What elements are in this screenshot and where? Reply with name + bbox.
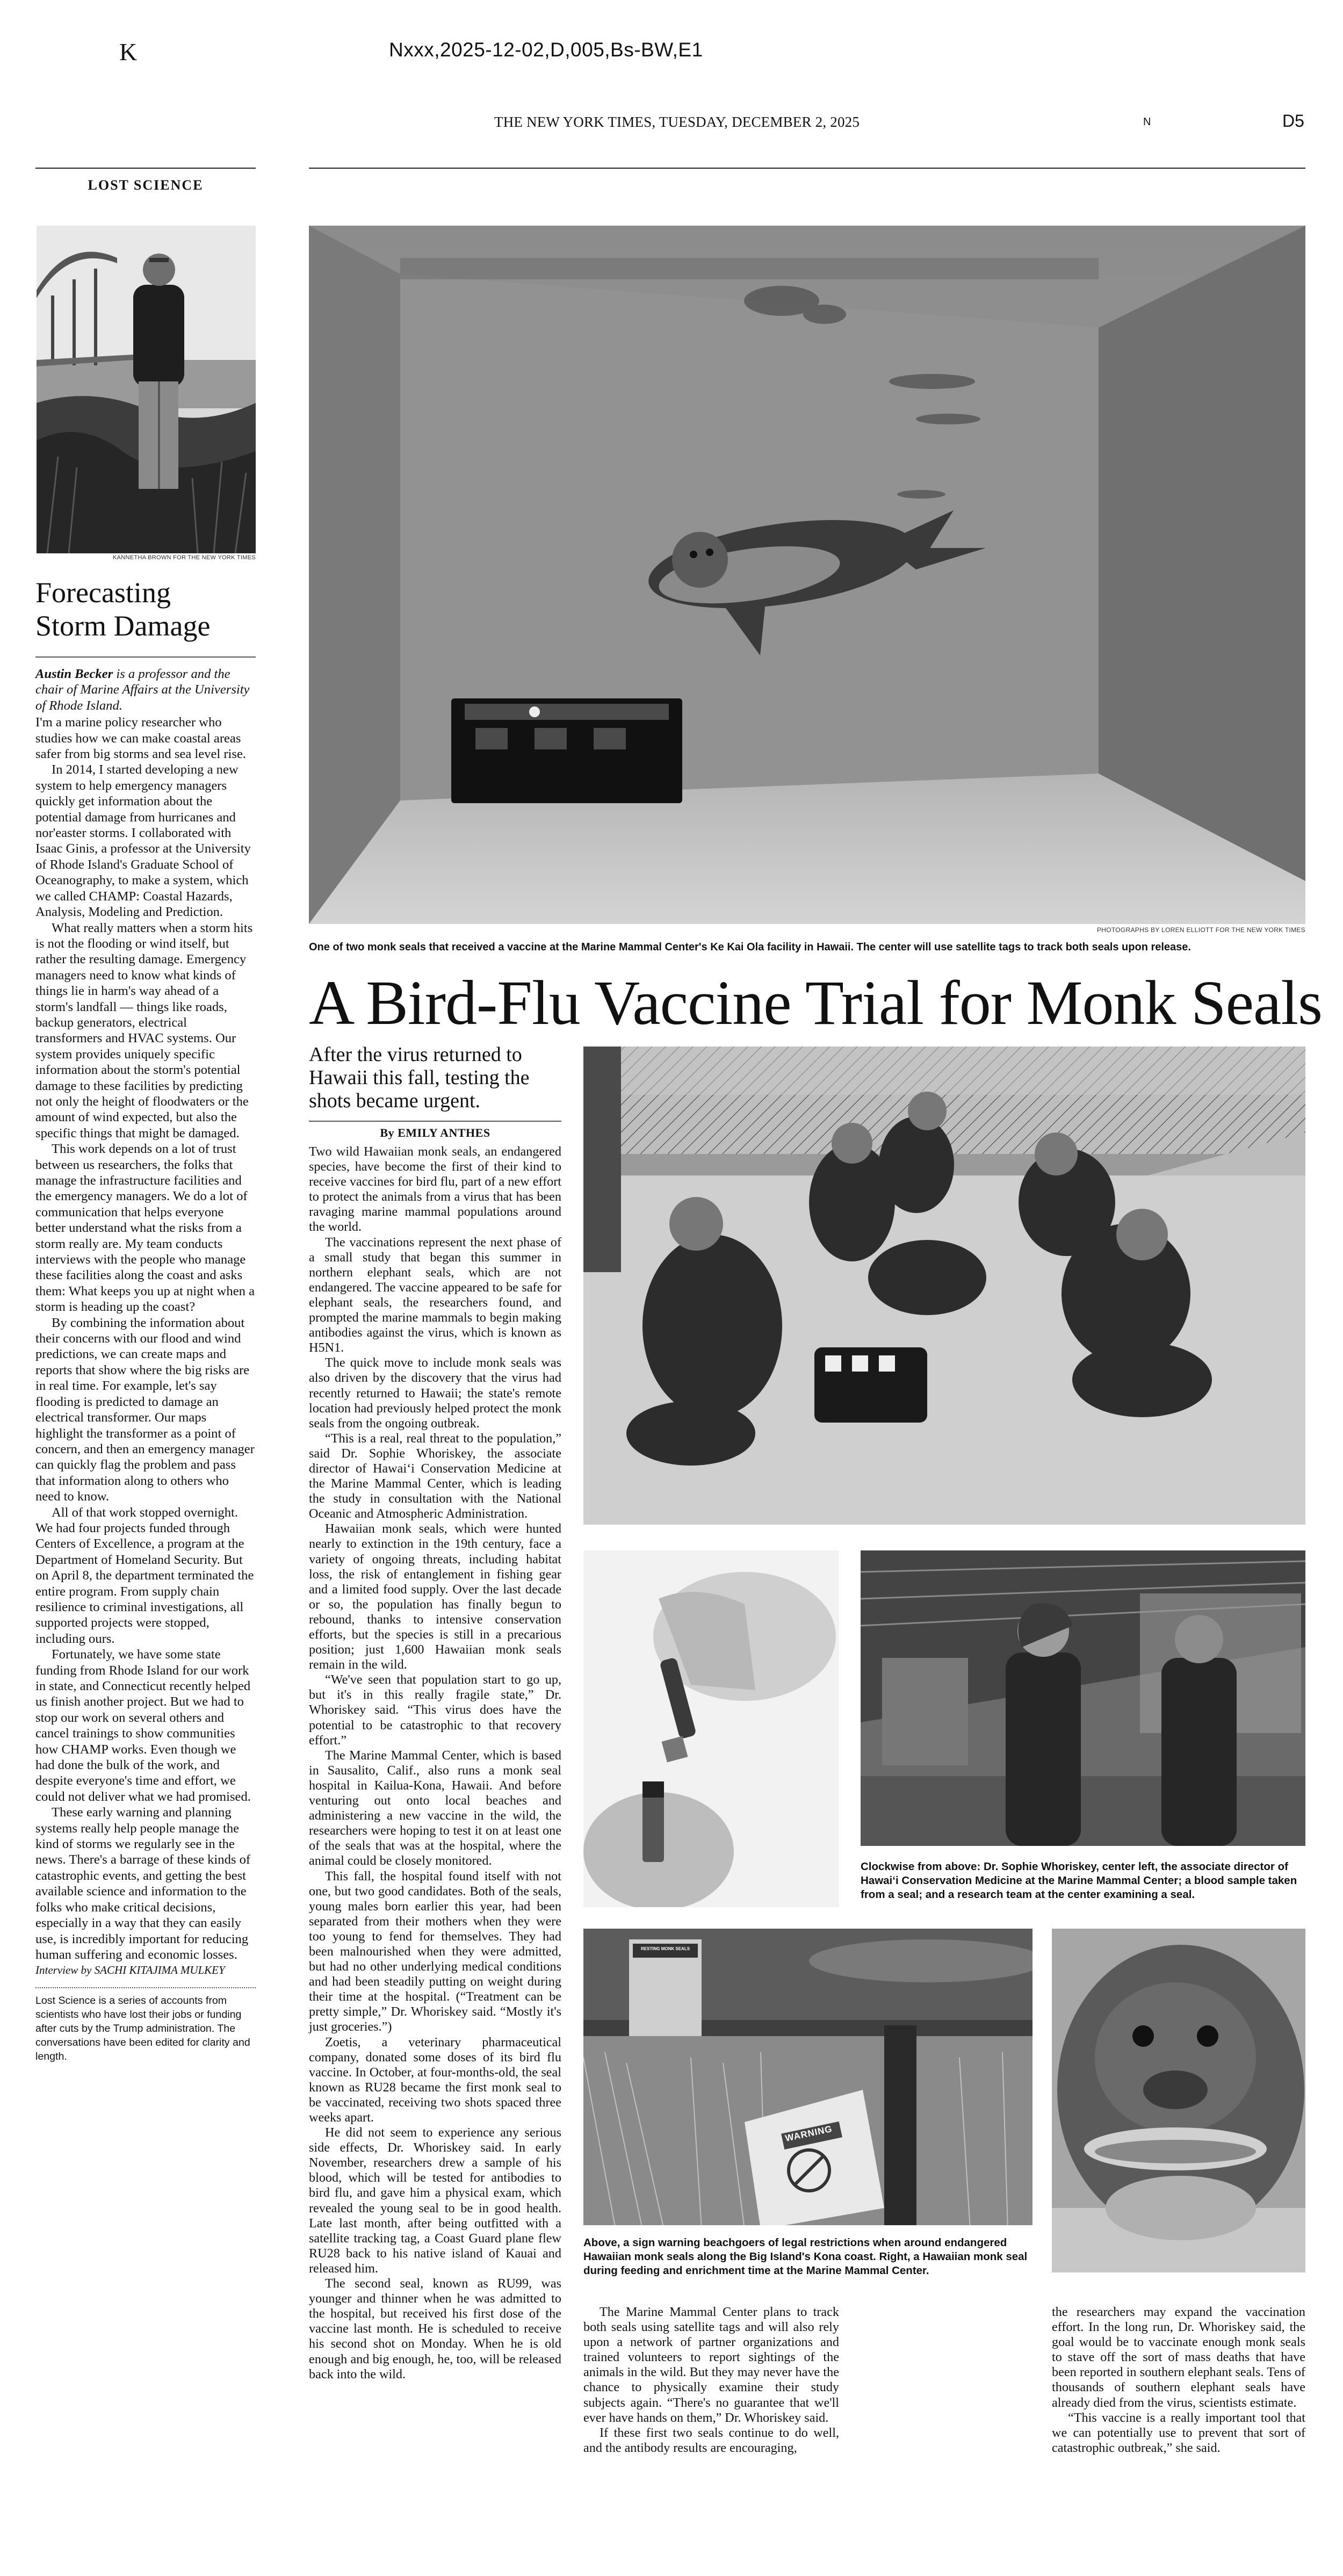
sidebar-intro-text: is a professor and the chair of Marine Affairs at the University of Rhode Island.: [35, 667, 250, 713]
article-col3-paragraph: “This vaccine is a really important tool that we can potentially use to prevent that sort of catastrophic outbreak,” she said.: [1052, 2410, 1305, 2455]
article-column-2: [583, 2305, 839, 2456]
sidebar-headline: [35, 576, 210, 643]
sidebar-paragraph: What really matters when a storm hits is not the flooding or wind itself, but rather the resulting damage. Emergency managers need to know what kinds of things lie in harm's way ahead of a storm's landfall — things like roads, backup generators, electrical transformers and HVAC systems. Our system provides uniquely specific information about the storm's potential damage to these facilities by predicting not only the height of floodwaters or the amount of wind expected, but also the specific things that might be damaged.: [35, 920, 253, 1141]
sidebar-paragraph: This work depends on a lot of trust between us researchers, the folks that manage the infrastructure facilities and the emergency managers. We do a lot of communication that helps everyone better understand what the risks from a storm really are. My team conducts interviews with the people who manage these facilities along the coast and asks them: What keeps you up at night when a storm is heading up the coast?: [35, 1142, 255, 1315]
slug-code: Nxxx,2025-12-02,D,005,Bs-BW,E1: [389, 39, 703, 61]
sidebar-paragraph: By combining the information about their concerns with our flood and wind predictions, we can create maps and reports that show where the big risks are in real time. For example, let's say flooding is predicted to damage an electrical transformer. Our maps highlight the transformer as a point of concern, and then an emergency manager can quickly flag the problem and pass that information along to others who need to know.: [35, 1315, 255, 1504]
article-col1-paragraph: Hawaiian monk seals, which were hunted nearly to extinction in the 19th century, face a variety of ongoing threats, including habitat loss, the risk of entanglement in fishing gear and a limited food supply. Over the last decade or so, the population has finally begun to rebound, thanks to intensive conservation efforts, but the species is still in a precarious position; just 1,600 Hawaiian monk seals remain in the wild.: [309, 1521, 561, 1672]
photo-blood-sample-tube: [583, 1550, 839, 1907]
sidebar-paragraph: In 2014, I started developing a new system to help emergency managers quickly get information about the potential damage from hurricanes and nor'easter storms. I collaborated with Isaac Ginis, a professor at the University of Rhode Island's Graduate School of Oceanography, to make a system, which we called CHAMP: Coastal Hazards, Analysis, Modeling and Prediction.: [35, 762, 251, 920]
article-col1-paragraph: “We've seen that population start to go up, but it's in this really fragile state,” Dr. Whoriskey said. “This virus does have the potential to be catastrophic to that recovery effort.”: [309, 1672, 561, 1748]
article-col1-paragraph: Zoetis, a veterinary pharmaceutical company, donated some doses of its bird flu vaccine. In October, at four-months-old, the seal known as RU28 became the first monk seal to be vaccinated, receiving two shots spaced three weeks apart.: [309, 2034, 561, 2125]
sidebar-body: [35, 666, 256, 2063]
sign-warning-text: WARNING: [784, 2123, 834, 2144]
top-photo-credit: PHOTOGRAPHS BY LOREN ELLIOTT FOR THE NEW YORK TIMES: [1096, 926, 1305, 934]
article-col2-paragraph: If these first two seals continue to do well, and the antibody results are encouraging,: [583, 2425, 839, 2455]
sidebar-headline-line-2: Storm Damage: [35, 610, 211, 642]
sidebar-headline-line-1: Forecasting: [35, 576, 171, 609]
article-col1-paragraph: The Marine Mammal Center, which is based in Sausalito, Calif., also runs a monk seal hospital in Kailua-Kona, Hawaii. And before venturing out onto local beaches and administering a new vaccine in the wild, the researchers were hoping to test it on at least one of the seals that was at the hospital, where the animal could be closely monitored.: [309, 1748, 561, 1868]
photo-monk-seal-feeding: [1052, 1929, 1305, 2272]
sidebar-top-rule: [35, 168, 256, 169]
sign-top-text: RESTING MONK SEALS: [640, 1946, 690, 1951]
photo-warning-sign-kona-coast: [583, 1929, 1032, 2225]
sidebar-paragraph: I'm a marine policy researcher who studies how we can make coastal areas safer from big storms and sea level rise.: [35, 715, 247, 762]
article-col1-paragraph: The second seal, known as RU99, was younger and thinner when he was admitted to the hospital, but received his first dose of the vaccine last month. He is scheduled to receive his second shot on Monday. When he is old enough and big enough, he, too, will be released back into the wild.: [309, 2276, 561, 2382]
sidebar-paragraph: These early warning and planning systems really help people manage the kind of storms we regularly see in the news. There's a barrage of these kinds of catastrophic events, and getting the best available science and information to the folks who make critical decisions, especially in a way that they can easily use, is incredibly important for reducing human suffering and economic losses.: [35, 1805, 251, 1962]
folio-edition: N: [1143, 116, 1151, 128]
top-photo-caption: One of two monk seals that received a vaccine at the Marine Mammal Center's Ke Kai Ola facility in Hawaii. The center will use satellite tags to track both seals upon release.: [309, 941, 1191, 953]
article-headline: A Bird-Flu Vaccine Trial for Monk Seals: [309, 968, 1323, 1038]
article-deck: After the virus returned to Hawaii this fall, testing the shots became urgent.: [309, 1043, 530, 1112]
article-col1-paragraph: Two wild Hawaiian monk seals, an endangered species, have become the first of their kind to receive vaccines for bird flu, part of a new effort to protect the animals from a virus that has been ravaging marine mammal populations around the world.: [309, 1144, 561, 1235]
portrait-credit: KANNETHA BROWN FOR THE NEW YORK TIMES: [113, 554, 256, 561]
photo-research-team-examining-seal: [583, 1047, 1305, 1525]
slug-letter: K: [119, 38, 138, 66]
article-column-1: [309, 1144, 561, 2382]
sidebar-paragraph: All of that work stopped overnight. We had four projects funded through Centers of Excellence, a program at the Department of Homeland Security. But on April 8, the department terminated the entire program. From supply chain resilience to criminal investigations, all supported projects were stopped, including ours.: [35, 1505, 254, 1646]
portrait-photo: [37, 226, 256, 553]
byline-rule: [309, 1121, 561, 1122]
article-col1-paragraph: This fall, the hospital found itself with not one, but two good candidates. Both of the seals, young males born earlier this year, had been separated from their mothers when they were too young to fend for themselves. They had been malnourished when they were admitted, but had no other underlying medical conditions and had been steadily putting on weight during their time at the hospital. (“Treatment can be pretty simple,” Dr. Whoriskey said. “Mostly it's just groceries.”): [309, 1868, 561, 2034]
article-col3-paragraph: the researchers may expand the vaccination effort. In the long run, Dr. Whoriskey said, the goal would be to vaccinate enough monk seals to stave off the sort of mass deaths that have been reported in southern elephant seals. Tens of thousands of southern elephant seals have already died from the virus, scientists estimate.: [1052, 2305, 1305, 2410]
article-col1-paragraph: The quick move to include monk seals was also driven by the discovery that the virus had recently returned to Hawaii; the state's remote location had previously helped protect the monk seals from the ongoing outbreak.: [309, 1355, 561, 1431]
sidebar-intro: [35, 666, 256, 713]
article-byline: By EMILY ANTHES: [380, 1126, 490, 1139]
sidebar-headline-rule: [35, 656, 256, 658]
sidebar-intro-name: Austin Becker: [35, 667, 113, 681]
interview-credit: Interview by SACHI KITAJIMA MULKEY: [35, 1964, 225, 1977]
article-col2-paragraph: The Marine Mammal Center plans to track both seals using satellite tags and will also rely upon a network of partner organizations and trained volunteers to report sightings of the animals in the wild. But they may never have the chance to physically examine their study subjects again. “There's no guarantee that we'll ever have hands on them,” Dr. Whoriskey said.: [583, 2305, 839, 2425]
folio-dateline: THE NEW YORK TIMES, TUESDAY, DECEMBER 2, 2025: [494, 114, 860, 130]
article-col1-paragraph: He did not seem to experience any serious side effects, Dr. Whoriskey said. In early November, researchers drew a sample of his blood, which will be tested for antibodies to bird flu, and gave him a physical exam, which revealed the young seal to be in good health. Late last month, after being outfitted with a satellite tracking tag, a Coast Guard plane flew RU28 back to his native island of Kauai and released him.: [309, 2125, 561, 2276]
bottom-photos-caption: Above, a sign warning beachgoers of legal restrictions when around endangered Hawaiian monk seals along the Big Island's Kona coast. Right, a Hawaiian monk seal during feeding and enrichment time at the Marine Mammal Center.: [583, 2236, 1028, 2277]
sidebar-paragraph: Fortunately, we have some state funding from Rhode Island for our work in state, and Connecticut recently helped us finish another project. But we had to stop our work on several others and cancel trainings to show communities how CHAMP works. Even though we had done the bulk of the work, and despite everyone's time and effort, we could not deliver what we had promised.: [35, 1647, 251, 1804]
article-column-3: [1052, 2305, 1305, 2456]
article-top-rule: [309, 168, 1305, 169]
photo-dr-whoriskey: [861, 1550, 1305, 1846]
article-col1-paragraph: The vaccinations represent the next phase of a small study that began this summer in northern elephant seals, which are not endangered. The vaccine appeared to be safe for elephant seals, the researchers found, and prompted the marine mammals to begin making antibodies against the virus, which is known as H5N1.: [309, 1235, 561, 1355]
sidebar-footnote: Lost Science is a series of accounts from scientists who have lost their jobs or funding after cuts by the Trump administration. The conversations have been edited for clarity and length.: [35, 1994, 250, 2062]
folio-page-number: D5: [1282, 111, 1304, 131]
article-col1-paragraph: “This is a real, real threat to the population,” said Dr. Sophie Whoriskey, the associate director of Hawai‘i Conservation Medicine at the Marine Mammal Center, which is leading the study in consultation with the National Oceanic and Atmospheric Administration.: [309, 1431, 561, 1521]
footnote-rule: [35, 1987, 256, 1988]
sidebar-kicker: LOST SCIENCE: [88, 177, 204, 193]
mid-photos-caption: Clockwise from above: Dr. Sophie Whoriskey, center left, the associate director of Hawai‘i Conservation Medicine at the Marine Mammal Center; a blood sample taken from a seal; and a research team at the center examining a seal.: [861, 1860, 1297, 1901]
top-photo-monk-seal-pool: [309, 226, 1305, 924]
